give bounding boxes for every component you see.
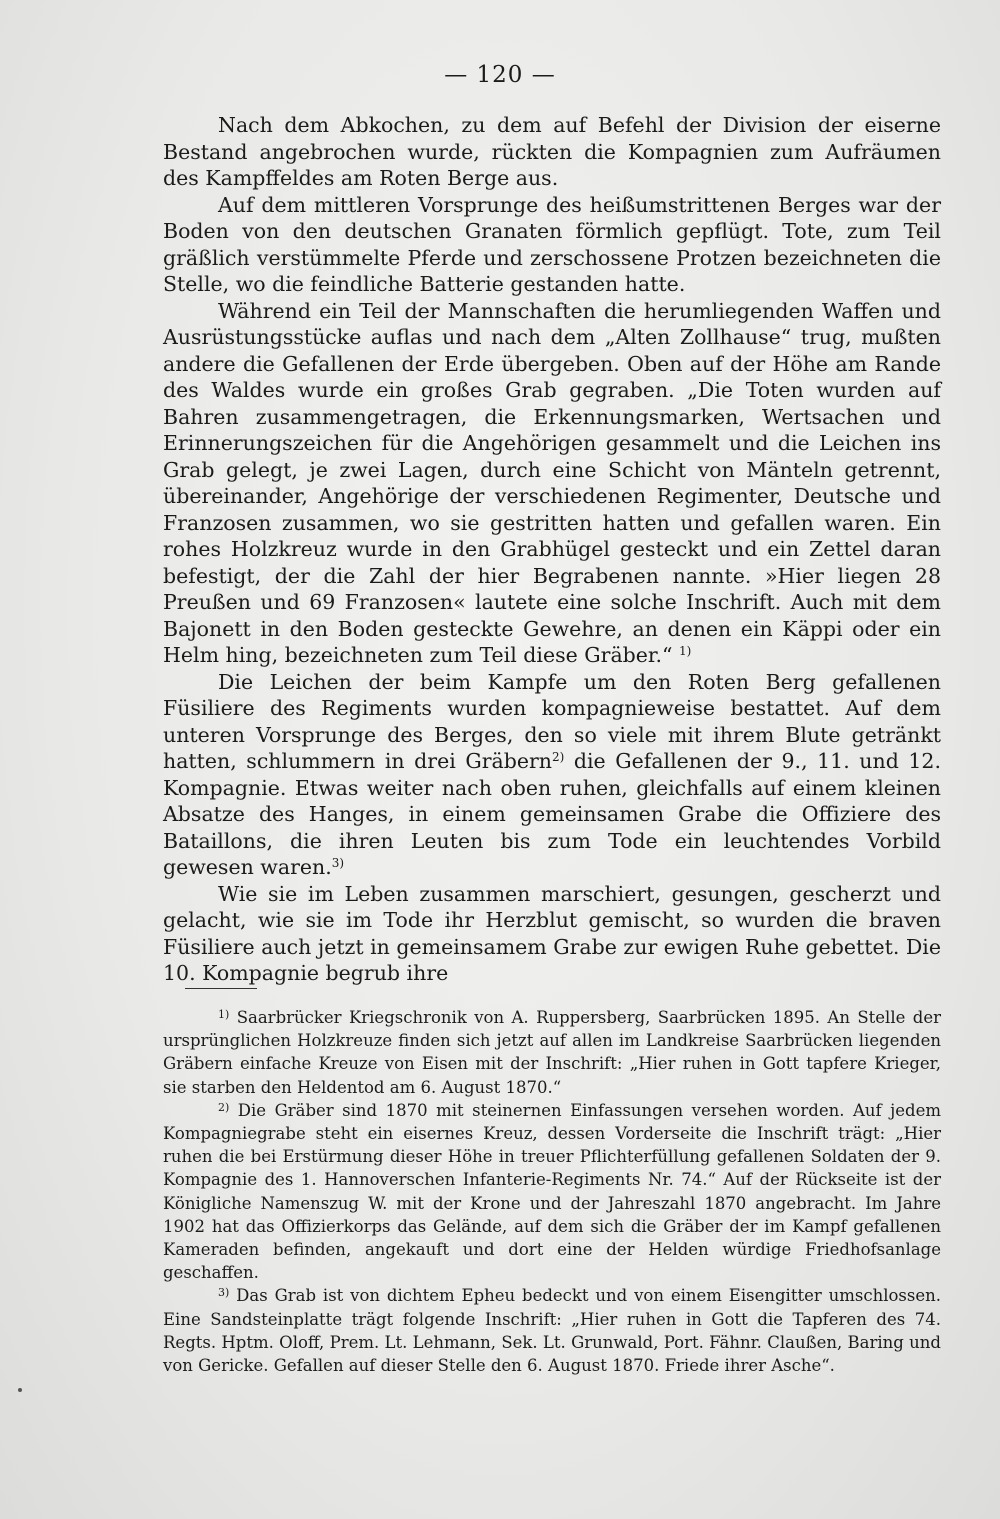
footnote-text: Das Grab ist von dichtem Epheu bedeckt und von einem Eisengitter umschlossen. Eine Sandsteinplatte trägt folgende Inschrift: „Hier ruhen in Gott die Tapferen des 74. Regts. Hptm. Oloff, Prem. Lt. Lehmann, Sek. Lt. Grunwald, Port. Fähnr. Claußen, Baring und von Gericke. Gefallen auf dieser Stelle den 6. August 1870. Friede ihrer Asche“. [163,1286,941,1376]
paragraph [163,112,941,192]
footnote-ref: 2) [551,750,565,764]
paragraph [163,881,941,987]
footnote-ref: 1) [679,644,692,658]
footnote-mark: 1) [218,1008,230,1021]
footnote [163,1284,941,1377]
footnote-text: Die Gräber sind 1870 mit steinernen Einfassungen versehen worden. Auf jedem Kompagniegrabe steht ein eisernes Kreuz, dessen Vorderseite die Inschrift trägt: „Hier ruhen die bei Erstürmung dieser Höhe in treuer Pflichterfüllung gefallenen Soldaten der 9. Kompagnie des 1. Hannoverschen Infanterie-Regiments Nr. 74.“ Auf der Rückseite ist der Königliche Namenszug W. mit der Krone und der Jahreszahl 1870 angebracht. Im Jahre 1902 hat das Offizierkorps das Gelände, auf dem sich die Gräber der im Kampf gefallenen Kameraden befinden, angekauft und dort eine der Helden würdige Friedhofsanlage geschaffen. [163,1100,941,1283]
main-text [163,112,941,987]
footnote [163,1006,941,1099]
paragraph-text: Die Leichen der beim Kampfe um den Roten Berg gefallenen Füsiliere des Regiments wurden kompagnieweise bestattet. Auf dem unteren Vorsprunge des Berges, den so viele mit ihrem Blute getränkt hatten, schlummern in drei Gräbern [163,669,941,773]
paragraph [163,669,941,881]
paragraph-text: Auf dem mittleren Vorsprunge des heißumstrittenen Berges war der Boden von den deutschen Granaten förmlich gepflügt. Tote, zum Teil gräßlich verstümmelte Pferde und zerschossene Protzen bezeichneten die Stelle, wo die feindliche Batterie gestanden hatte. [163,192,941,296]
paragraph-text: die Gefallenen der 9., 11. und 12. Kompagnie. Etwas weiter nach oben ruhen, gleichfalls auf einem kleinen Absatze des Hanges, in einem gemeinsamen Grabe die Offiziere des Bataillons, die ihren Leuten bis zum Tode ein leuchtendes Vorbild gewesen waren. [163,749,941,879]
paragraph-text: Nach dem Abkochen, zu dem auf Befehl der Division der eiserne Bestand angebrochen wurde, rückten die Kompagnien zum Aufräumen des Kampffeldes am Roten Berge aus. [163,113,941,190]
footnote [163,1099,941,1285]
footnote-separator [185,988,257,989]
footnote-mark: 2) [218,1100,230,1114]
paragraph-text: Während ein Teil der Mannschaften die herumliegenden Waffen und Ausrüstungsstücke auflas und nach dem „Alten Zollhause“ trug, mußten andere die Gefallenen der Erde übergeben. Oben auf der Höhe am Rande des Waldes wurde ein großes Grab gegraben. „Die Toten wurden auf Bahren zusammengetragen, die Erkennungsmarken, Wertsachen und Erinnerungszeichen für die Angehörigen gesammelt und die Leichen ins Grab gelegt, je zwei Lagen, durch eine Schicht von Mänteln getrennt, übereinander, Angehörige der verschiedenen Regimenter, Deutsche und Franzosen zusammen, wo sie gestritten hatten und gefallen waren. Ein rohes Holzkreuz wurde in den Grabhügel gesteckt und ein Zettel daran befestigt, der die Zahl der hier Begrabenen nannte. »Hier liegen 28 Preußen und 69 Franzosen« lautete eine solche Inschrift. Auch mit dem Bajonett in den Boden gesteckte Gewehre, an denen ein Käppi oder ein Helm hing, bezeichneten zum Teil diese Gräber.“ [163,298,941,667]
footnote-ref: 3) [331,856,345,870]
page-number: — 120 — [444,62,556,88]
footnotes [163,1006,941,1377]
paragraph [163,192,941,298]
footnote-mark: 3) [218,1286,230,1300]
footnote-text: Saarbrücker Kriegschronik von A. Ruppersberg, Saarbrücken 1895. An Stelle der ursprünglichen Holzkreuze finden sich jetzt auf allen im Landkreise Saarbrücken liegenden Gräbern einfache Kreuze von Eisen mit der Inschrift: „Hier ruhen in Gott tapfere Krieger, sie starben den Heldentod am 6. August 1870.“ [163,1008,941,1097]
paper-speck [18,1388,22,1392]
paragraph-text: Wie sie im Leben zusammen marschiert, gesungen, gescherzt und gelacht, wie sie im Tode ihr Herzblut gemischt, so wurden die braven Füsiliere auch jetzt in gemeinsamem Grabe zur ewigen Ruhe gebettet. Die 10. Kompagnie begrub ihre [163,881,941,985]
paragraph [163,298,941,669]
